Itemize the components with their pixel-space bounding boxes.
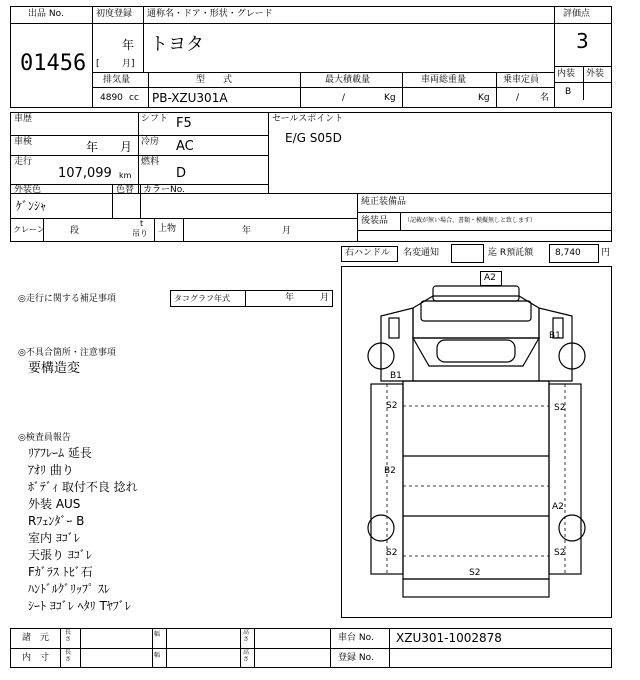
inspector-item: ﾘｱﾌﾚｰﾑ 延長 [28, 446, 92, 460]
inspector-item: Rﾌｪﾝﾀﾞｰ B [28, 514, 85, 528]
crane-hang: 吊り [132, 229, 148, 238]
divider [143, 23, 144, 72]
max-load-label: 最大積載量 [325, 75, 371, 85]
divider [10, 648, 612, 649]
mark-s2-bottom: S2 [469, 568, 481, 578]
mileage-label: 走行 [14, 157, 33, 167]
inspection-month: 月 [120, 140, 133, 154]
divider [152, 628, 153, 668]
divider [112, 184, 113, 218]
mileage-unit: km [119, 171, 132, 180]
divider [183, 218, 184, 242]
divider [166, 628, 167, 668]
divider [357, 193, 358, 242]
divider [138, 112, 139, 193]
mark-s2-right-upper: S2 [554, 403, 566, 413]
divider [10, 184, 268, 185]
first-reg-year: 年 [122, 38, 135, 52]
divider [92, 23, 554, 24]
divider [154, 218, 155, 242]
inspector-item: Fｶﾞﾗｽ ﾄﾋﾞ石 [28, 565, 93, 579]
windshield-glass [437, 340, 515, 362]
naiki-label: 内 寸 [22, 653, 50, 663]
lot-label: 出品 No. [28, 9, 64, 19]
fuel-label: 燃料 [141, 157, 160, 167]
divider [92, 72, 554, 73]
divider [143, 6, 144, 23]
inspector-item: ﾎﾞﾃﾞｨ 取付不良 捻れ [28, 480, 138, 494]
divider [583, 66, 584, 100]
displacement-unit: cc [129, 93, 139, 103]
width-label-2: 幅 [154, 652, 161, 659]
equipment-label: 純正装備品 [361, 197, 407, 207]
color-value: ｹﾞﾝｼｬ [16, 199, 47, 213]
gross-weight-unit: Kg [478, 93, 490, 103]
history-label: 車歴 [14, 114, 33, 124]
divider [330, 628, 331, 668]
sales-point-value: E/G S05D [285, 131, 342, 145]
chassis-number: XZU301-1002878 [396, 631, 502, 645]
cab-body-part [413, 296, 539, 338]
mark-a2-top: A2 [484, 273, 496, 283]
score-value: 3 [576, 29, 589, 53]
shift-label: シフト [141, 114, 169, 124]
score-label: 評価点 [563, 9, 591, 19]
length-label: 長さ [65, 629, 72, 643]
maker-name: トヨタ [150, 34, 204, 55]
divider [10, 155, 268, 156]
reg-label: 登録 No. [338, 653, 374, 663]
divider [554, 23, 612, 24]
mark-s2-left-lower: S2 [386, 548, 398, 558]
divider [554, 6, 555, 108]
length-label-2: 長さ [65, 649, 72, 663]
divider [92, 87, 554, 88]
inspector-item: ｱｵﾘ 曲り [28, 463, 74, 477]
capacity-unit: 名 [540, 93, 550, 103]
max-load-sep: / [342, 93, 346, 103]
cab-roof-part [433, 286, 519, 301]
shift-value: F5 [176, 116, 192, 131]
divider [400, 212, 401, 230]
inspector-item: 室内 ﾖｺﾞﾚ [28, 531, 80, 545]
divider [496, 72, 497, 108]
crane-label: クレーン [13, 225, 45, 234]
max-load-unit: Kg [384, 93, 396, 103]
rear-left-wheel [368, 515, 394, 541]
capacity-label: 乗車定員 [503, 75, 540, 85]
recycle-fee: 8,740 [555, 248, 581, 258]
color-code-label: カラーNo. [143, 185, 185, 195]
capacity-sep: / [516, 93, 520, 103]
sales-point-label: セールスポイント [272, 114, 344, 124]
mark-s2-left-upper: S2 [386, 401, 398, 411]
rear-gate [403, 579, 549, 597]
divider [402, 72, 403, 108]
inspector-item: ｼｰﾄ ﾖｺﾞﾚ ﾍﾀﾘ Tﾔﾌﾞﾚ [28, 599, 131, 613]
mark-b2-left: B2 [384, 466, 396, 476]
aftermarket-label: 後装品 [361, 216, 389, 226]
width-label: 幅 [154, 631, 161, 638]
divider [300, 72, 301, 108]
divider [148, 72, 149, 108]
crane-ton: t [140, 219, 144, 228]
inspector-item: 外装 AUS [28, 497, 81, 511]
divider [245, 290, 246, 307]
odometer-label: 迄 R預託額 [488, 248, 534, 258]
interior-score: B [565, 87, 572, 97]
defect-label: ◎不具合箇所・注意事項 [18, 348, 116, 358]
model-value: PB-XZU301A [152, 91, 228, 105]
mileage-value: 107,099 [58, 166, 112, 181]
divider [357, 230, 612, 231]
cargo-bed [403, 381, 549, 579]
name-label: 通称名・ドア・形状・グレード [147, 9, 273, 19]
inspector-item: 天張り ﾖｺﾞﾚ [28, 548, 92, 562]
shogen-label: 諸 元 [22, 633, 50, 643]
mark-s2-right-lower: S2 [554, 548, 566, 558]
divider [254, 628, 255, 668]
ac-value: AC [176, 139, 194, 154]
interior-label: 内装 [557, 69, 576, 79]
fuel-value: D [176, 166, 187, 181]
divider [92, 6, 93, 108]
divider [268, 112, 269, 193]
yen-label: 円 [601, 248, 611, 258]
running-label: ◎走行に関する補足事項 [18, 294, 116, 304]
divider [240, 628, 241, 668]
inspection-year: 年 [86, 140, 99, 154]
lot-number: 01456 [20, 51, 87, 76]
divider [10, 135, 268, 136]
inspector-label: ◎検査員報告 [18, 433, 71, 443]
gross-weight-label: 車両総重量 [421, 75, 467, 85]
tacho-month: 月 [320, 293, 330, 303]
divider [140, 184, 141, 218]
defect-text: 要構造変 [28, 361, 81, 376]
aftermarket-note: （記載が無い場合、書類・模擬無しと致します） [404, 217, 537, 224]
chassis-label: 車台 No. [338, 633, 374, 643]
divider [389, 628, 390, 668]
ac-label: 冷房 [141, 137, 160, 147]
inspector-item: ﾊﾝﾄﾞﾙｸﾞﾘｯﾌﾟ ｽﾚ [28, 582, 110, 596]
displacement-value: 4890 [100, 93, 123, 103]
mark-b1-right: B1 [549, 331, 561, 341]
divider [60, 628, 61, 668]
crane-stage: 段 [70, 226, 80, 236]
name-change-box [451, 244, 484, 263]
displacement-label: 排気量 [103, 75, 131, 85]
left-side-panel [371, 384, 403, 574]
exterior-label: 外装 [586, 69, 605, 79]
divider [357, 212, 612, 213]
cab-top-part [421, 301, 531, 321]
steering-value: 右ハンドル [345, 248, 391, 258]
divider [554, 82, 612, 83]
tacho-label: タコグラフ年式 [174, 294, 230, 303]
name-change-label: 名変通知 [403, 248, 440, 258]
color-change-label: 色替 [116, 185, 135, 195]
left-mirror [389, 318, 399, 338]
divider [10, 193, 612, 194]
model-label: 型 式 [196, 75, 233, 85]
upper-year: 年 [242, 226, 252, 236]
height-label-2: 高さ [243, 649, 250, 663]
first-reg-month: 月] [122, 59, 135, 69]
inspection-label: 車検 [14, 137, 33, 147]
month-bracket: [ [96, 59, 100, 69]
color-label: 外装色 [14, 185, 42, 195]
upper-month: 月 [282, 226, 292, 236]
divider [80, 628, 81, 668]
tacho-year: 年 [285, 293, 295, 303]
mark-b1-left: B1 [390, 371, 402, 381]
upper-label: 上物 [158, 224, 177, 234]
inspector-list [28, 446, 138, 616]
first-reg-label: 初度登録 [96, 9, 133, 19]
mark-a2-right: A2 [552, 502, 564, 512]
divider [10, 23, 92, 24]
truck-diagram [341, 266, 612, 618]
height-label: 高さ [243, 629, 250, 643]
